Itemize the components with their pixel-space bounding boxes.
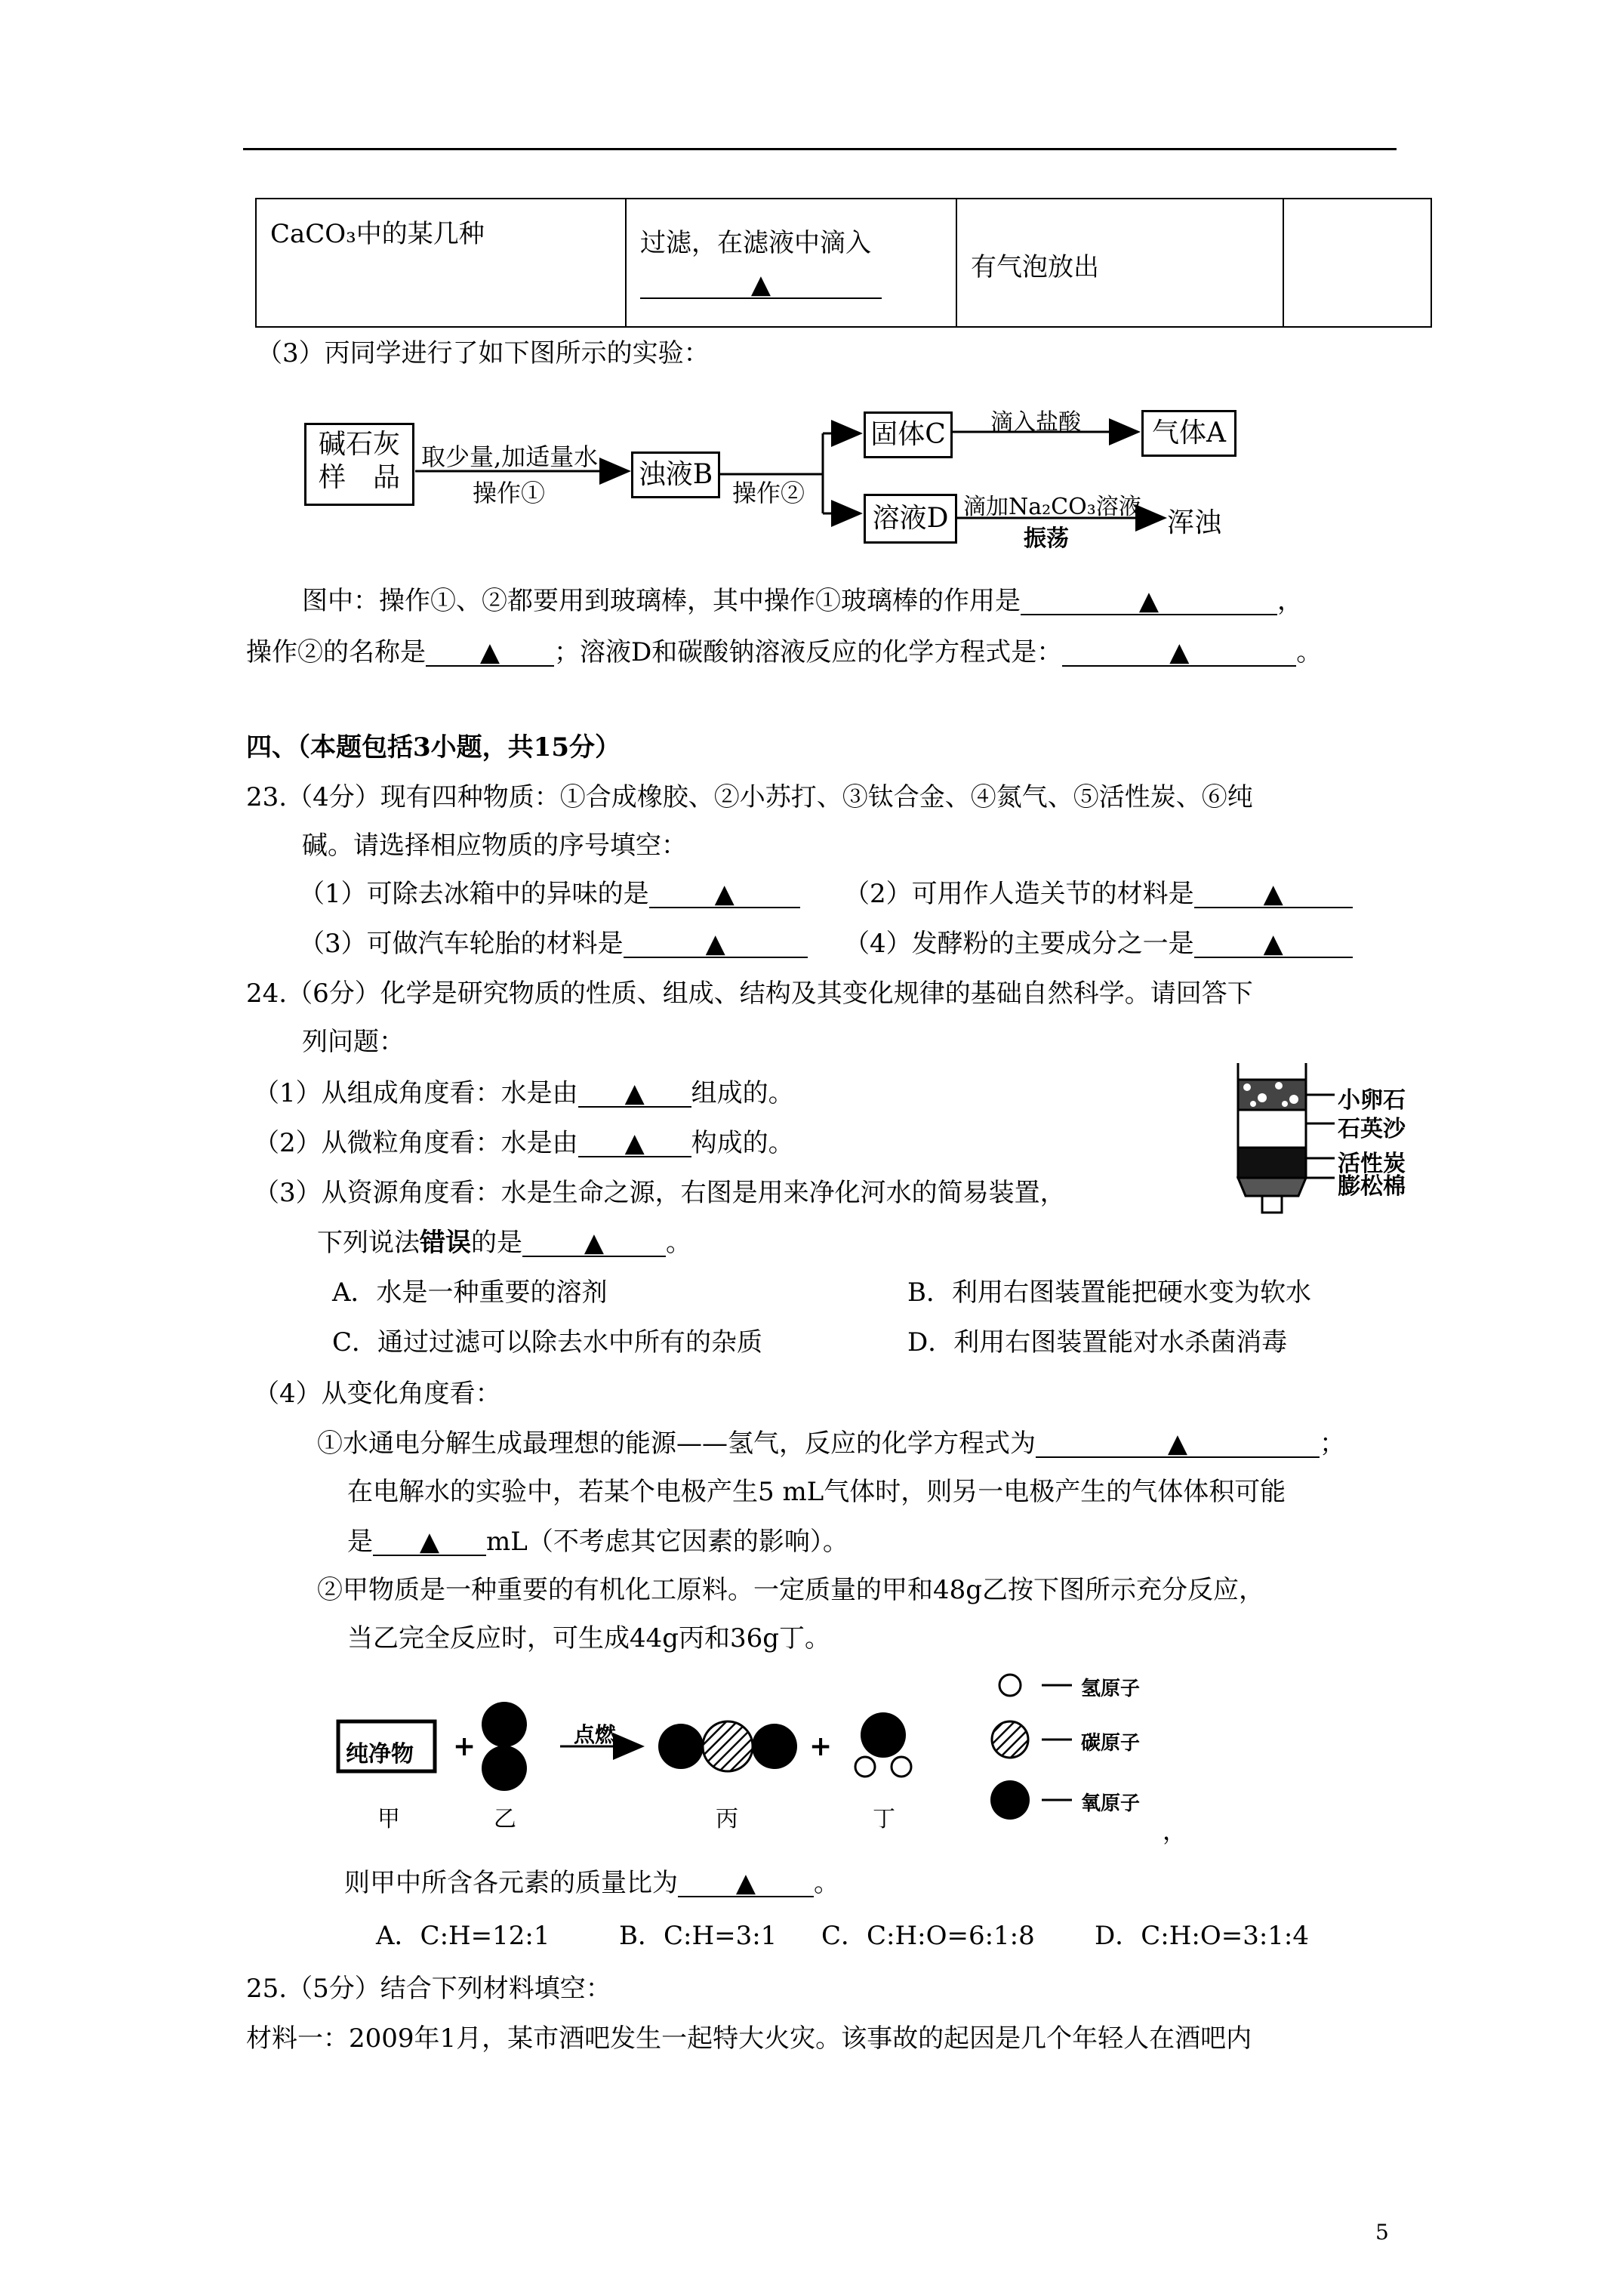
flow-solid-box: 固体C xyxy=(864,411,953,458)
q23-line2: 碱。请选择相应物质的序号填空： xyxy=(302,831,687,861)
q24-option-b: B．利用右图装置能把硬水变为软水 xyxy=(907,1277,1311,1308)
q23-part2: （2）可用作人造关节的材料是 ▲ xyxy=(844,879,1353,909)
section-title: 四、（本题包括3小题，共15分） xyxy=(246,732,621,763)
reaction-arrow-label: 点燃 xyxy=(574,1722,617,1747)
filter-label: 石英沙 xyxy=(1338,1116,1406,1142)
answer-blank[interactable]: ▲ xyxy=(1021,588,1277,615)
flow-turbid-box: 浊液B xyxy=(631,451,720,498)
flow-gas-box: 气体A xyxy=(1141,410,1236,457)
answer-blank[interactable]: ▲ xyxy=(578,1080,691,1108)
q24-part4-line2: 在电解水的实验中，若某个电极产生5 mL气体时，则另一电极产生的气体体积可能 xyxy=(347,1477,1286,1507)
q23-part3: （3）可做汽车轮胎的材料是 ▲ xyxy=(299,929,808,959)
flowchart-arrows xyxy=(0,0,1623,589)
q24-line1: 24.（6分）化学是研究物质的性质、组成、结构及其变化规律的基础自然科学。请回答下 xyxy=(246,978,1253,1009)
answer-blank[interactable]: ▲ xyxy=(1194,931,1353,958)
label-yi: 乙 xyxy=(494,1806,516,1832)
q22-3-intro: （3）丙同学进行了如下图所示的实验： xyxy=(257,338,710,368)
q22-3-line1: 图中：操作①、②都要用到玻璃棒，其中操作①玻璃棒的作用是 ▲ ， xyxy=(302,586,1303,616)
legend-hydrogen: 氢原子 xyxy=(1081,1678,1141,1700)
answer-blank[interactable]: ▲ xyxy=(373,1529,486,1556)
answer-blank[interactable]: ▲ xyxy=(1036,1431,1320,1458)
plus-sign: + xyxy=(809,1730,833,1762)
q24-part4-line5: 当乙完全反应时，可生成44g丙和36g丁。 xyxy=(347,1623,831,1653)
answer-blank[interactable]: ▲ xyxy=(522,1230,666,1257)
q24-part4-line4: ②甲物质是一种重要的有机化工原料。一定质量的甲和48g乙按下图所示充分反应， xyxy=(317,1575,1265,1605)
label-ding: 丁 xyxy=(873,1806,895,1832)
reaction-diagram xyxy=(0,1646,1623,1888)
filter-label: 小卵石 xyxy=(1338,1087,1406,1114)
answer-blank[interactable]: ▲ xyxy=(426,639,554,667)
table-cell-substance: CaCO₃中的某几种 xyxy=(256,199,626,327)
legend-comma: ， xyxy=(1163,1817,1187,1845)
flow-arrow4-top: 滴加Na₂CO₃溶液 xyxy=(963,494,1141,520)
answer-blank[interactable]: ▲ xyxy=(624,931,808,958)
answer-blank[interactable]: ▲ xyxy=(649,881,800,908)
q24-part4: （4）从变化角度看： xyxy=(254,1379,501,1409)
plus-sign: + xyxy=(453,1730,476,1762)
q23-line1: 23.（4分）现有四种物质：①合成橡胶、②小苏打、③钛合金、④氮气、⑤活性炭、⑥纯 xyxy=(246,782,1253,812)
table-cell-phenomenon: 有气泡放出 xyxy=(956,199,1283,327)
q24-part1: （1）从组成角度看：水是由 ▲ 组成的。 xyxy=(254,1078,794,1108)
q24-option-d: D．利用右图装置能对水杀菌消毒 xyxy=(907,1327,1288,1358)
q24-line2: 列问题： xyxy=(302,1027,405,1057)
q25-line2: 材料一：2009年1月，某市酒吧发生一起特大火灾。该事故的起因是几个年轻人在酒吧内 xyxy=(246,2023,1252,2054)
q22-3-line2: 操作②的名称是 ▲ ；溶液D和碳酸钠溶液反应的化学方程式是： ▲ 。 xyxy=(246,637,1323,667)
flow-sample-box: 碱石灰 样 品 xyxy=(304,423,414,506)
q24-option-c: C．通过过滤可以除去水中所有的杂质 xyxy=(332,1327,763,1358)
flow-turbid-result: 浑浊 xyxy=(1167,507,1222,538)
flow-arrow3-label: 滴入盐酸 xyxy=(990,409,1081,436)
label-jia: 甲 xyxy=(377,1806,400,1832)
legend-oxygen: 氧原子 xyxy=(1081,1792,1141,1815)
q24-part4-line1: ①水通电分解生成最理想的能源——氢气，反应的化学方程式为 ▲ ； xyxy=(317,1428,1345,1459)
legend-carbon: 碳原子 xyxy=(1081,1732,1141,1755)
reaction-pure-label: 纯净物 xyxy=(346,1741,414,1767)
filter-label: 膨松棉 xyxy=(1338,1173,1406,1200)
answer-blank[interactable]: ▲ xyxy=(1194,881,1353,908)
answer-blank[interactable]: ▲ xyxy=(1062,639,1296,667)
answer-blank[interactable]: ▲ xyxy=(678,1870,814,1897)
choice-a: A．C:H=12:1 xyxy=(376,1921,550,1951)
answer-blank[interactable]: ▲ xyxy=(578,1130,691,1157)
q24-part2: （2）从微粒角度看：水是由 ▲ 构成的。 xyxy=(254,1128,794,1158)
q24-part3-question: 下列说法错误的是 ▲ 。 xyxy=(317,1228,691,1258)
flow-arrow1-top: 取少量,加适量水 xyxy=(421,442,599,471)
choice-b: B．C:H=3:1 xyxy=(619,1921,778,1951)
q24-part4-line3: 是 ▲ mL（不考虑其它因素的影响）。 xyxy=(347,1527,848,1557)
q24-part4-line6: 则甲中所含各元素的质量比为 ▲ 。 xyxy=(344,1868,839,1898)
answer-blank[interactable]: ▲ xyxy=(640,272,882,299)
flow-arrow4-bottom: 振荡 xyxy=(1024,525,1069,552)
table-cell-operation: 过滤，在滤液中滴入 ▲ xyxy=(626,199,956,327)
q23-part1: （1）可除去冰箱中的异味的是 ▲ xyxy=(299,879,800,909)
q24-part3: （3）从资源角度看：水是生命之源，右图是用来净化河水的简易装置， xyxy=(254,1178,1066,1208)
choice-c: C．C:H:O=6:1:8 xyxy=(821,1921,1035,1951)
q25-line1: 25.（5分）结合下列材料填空： xyxy=(246,1974,611,2004)
choice-d: D．C:H:O=3:1:4 xyxy=(1095,1921,1310,1951)
filter-label: 活性炭 xyxy=(1338,1151,1406,1177)
flow-solution-box: 溶液D xyxy=(864,494,957,544)
flow-arrow2-label: 操作② xyxy=(732,479,805,507)
q23-part4: （4）发酵粉的主要成分之一是 ▲ xyxy=(844,929,1353,959)
q24-option-a: A．水是一种重要的溶剂 xyxy=(332,1277,608,1308)
flow-arrow1-bottom: 操作① xyxy=(473,479,546,507)
label-bing: 丙 xyxy=(716,1806,738,1832)
page-number: 5 xyxy=(1375,2220,1389,2245)
